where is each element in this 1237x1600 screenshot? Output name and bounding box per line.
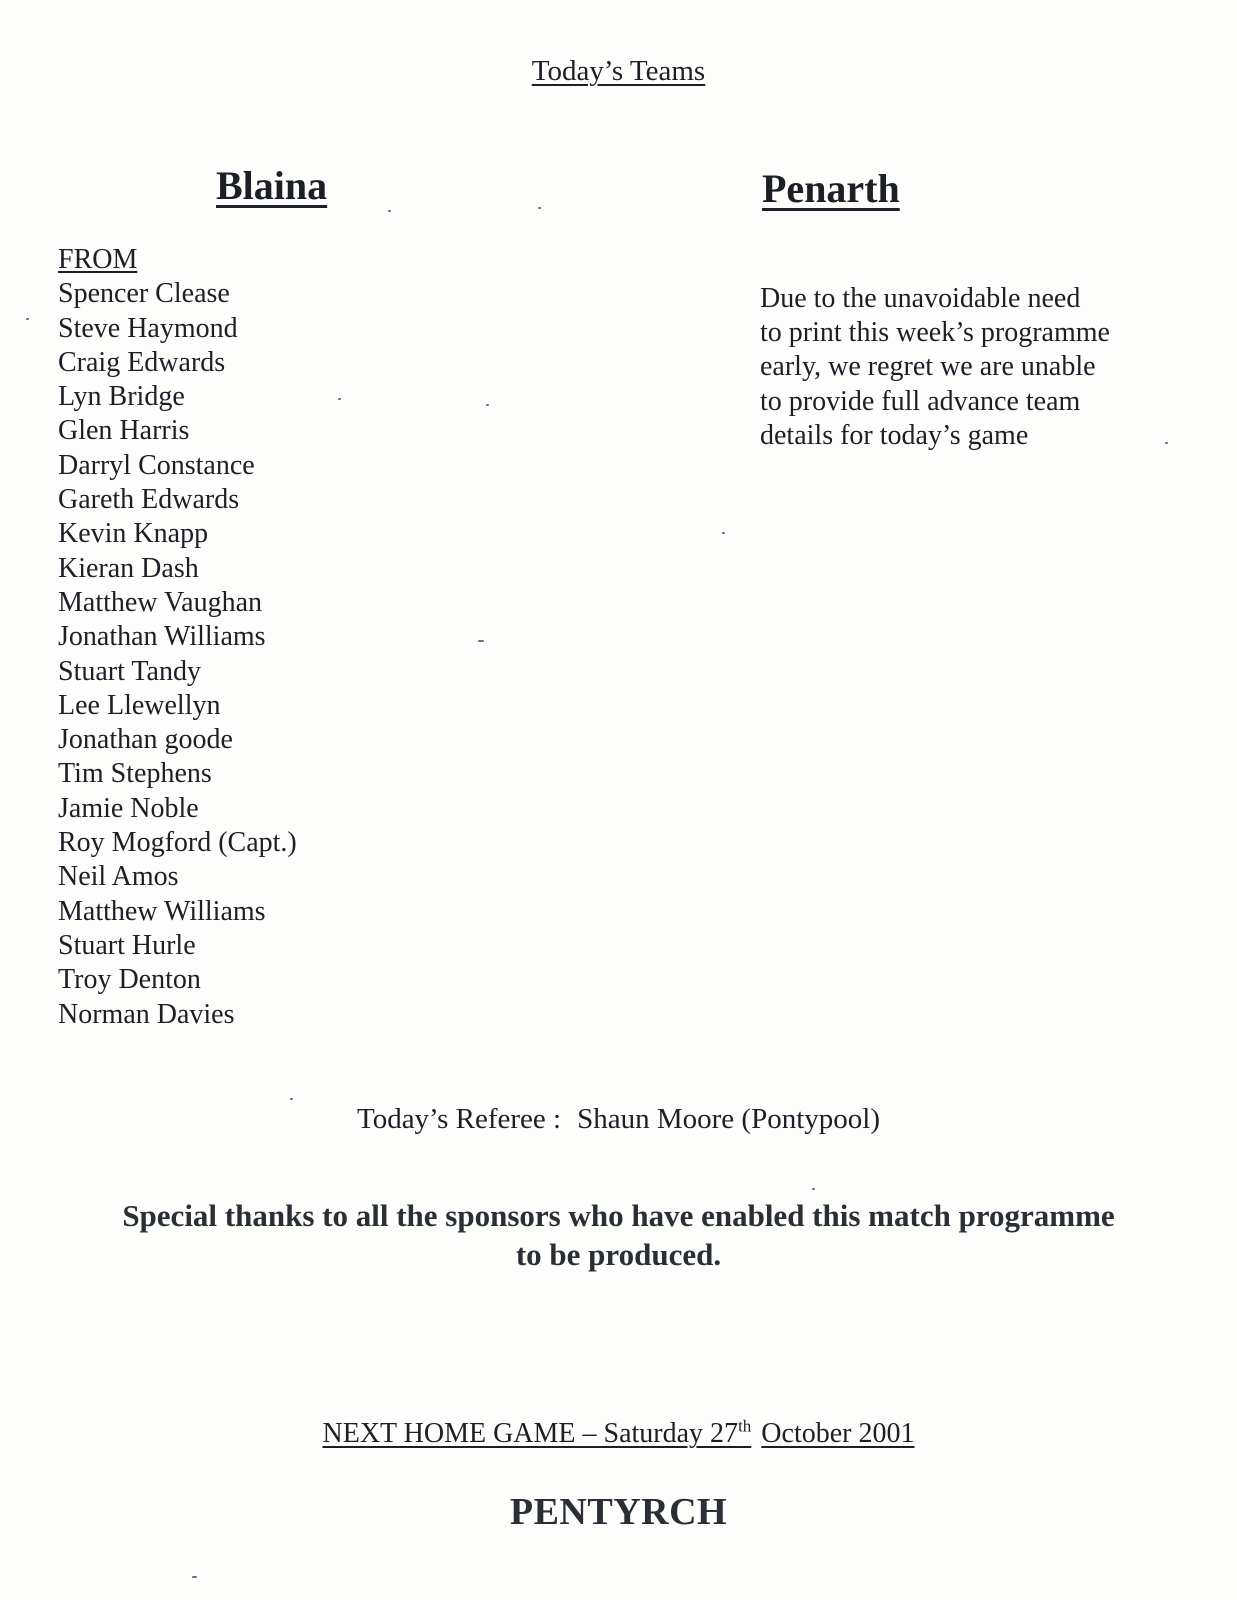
player-name: Craig Edwards [58,346,226,378]
notice-line: early, we regret we are unable [760,351,1096,383]
squad-heading: FROM [58,244,138,275]
sponsor-thanks [0,1196,1237,1274]
player-name: Neil Amos [58,861,179,893]
thanks-line: to be produced. [515,1237,722,1272]
player-name: Matthew Williams [58,895,266,927]
away-team-name: Penarth [762,166,900,211]
scan-speck [812,1188,815,1190]
referee-line [0,1103,1237,1136]
player-name: Jamie Noble [58,792,199,824]
player-name: Kevin Knapp [58,518,209,550]
scan-speck [1165,442,1168,444]
next-game-ordinal: th [738,1416,752,1436]
home-team-name: Blaina [216,163,328,208]
next-game-opponent: PENTYRCH [509,1491,728,1533]
player-list [58,277,478,1032]
notice-line: to print this week’s programme [760,317,1110,349]
scan-speck [338,398,341,400]
player-name: Norman Davies [58,998,235,1030]
page-title [0,55,1237,88]
next-game-prefix: NEXT HOME GAME – Saturday 27 [322,1418,739,1449]
player-name: Darryl Constance [58,449,255,481]
scan-speck [192,1576,197,1578]
player-name: Steve Haymond [58,312,238,344]
thanks-line: Special thanks to all the sponsors who have enabled this match programme [122,1198,1115,1233]
scan-speck [26,318,29,320]
notice-line: to provide full advance team [760,385,1081,417]
next-game-suffix: October 2001 [761,1418,915,1449]
player-name: Gareth Edwards [58,484,240,516]
scan-speck [538,207,541,209]
player-name: Spencer Clease [58,278,230,310]
player-name: Glen Harris [58,415,190,447]
scan-speck [478,640,484,642]
player-name: Kieran Dash [58,552,199,584]
scan-speck [388,210,391,212]
player-name: Troy Denton [58,964,201,996]
away-team-notice [760,282,1180,453]
player-name: Tim Stephens [58,758,212,790]
player-name: Jonathan Williams [58,621,266,653]
next-home-game [0,1418,1237,1450]
notice-line: Due to the unavoidable need [760,283,1081,314]
player-name: Jonathan goode [58,724,233,756]
player-name: Lee Llewellyn [58,689,221,721]
page-title-text: Today’s Teams [531,55,706,87]
player-name: Lyn Bridge [58,381,185,413]
referee-name: Shaun Moore (Pontypool) [577,1103,880,1135]
notice-line: details for today’s game [760,419,1029,451]
player-name: Stuart Tandy [58,655,201,687]
scan-speck [722,532,725,534]
referee-label: Today’s Referee : [357,1103,562,1135]
home-squad-list [58,243,478,1032]
player-name: Matthew Vaughan [58,586,262,618]
scan-speck [486,404,489,406]
player-name: Stuart Hurle [58,929,196,961]
player-name: Roy Mogford (Capt.) [58,827,297,859]
scan-speck [290,1098,293,1100]
